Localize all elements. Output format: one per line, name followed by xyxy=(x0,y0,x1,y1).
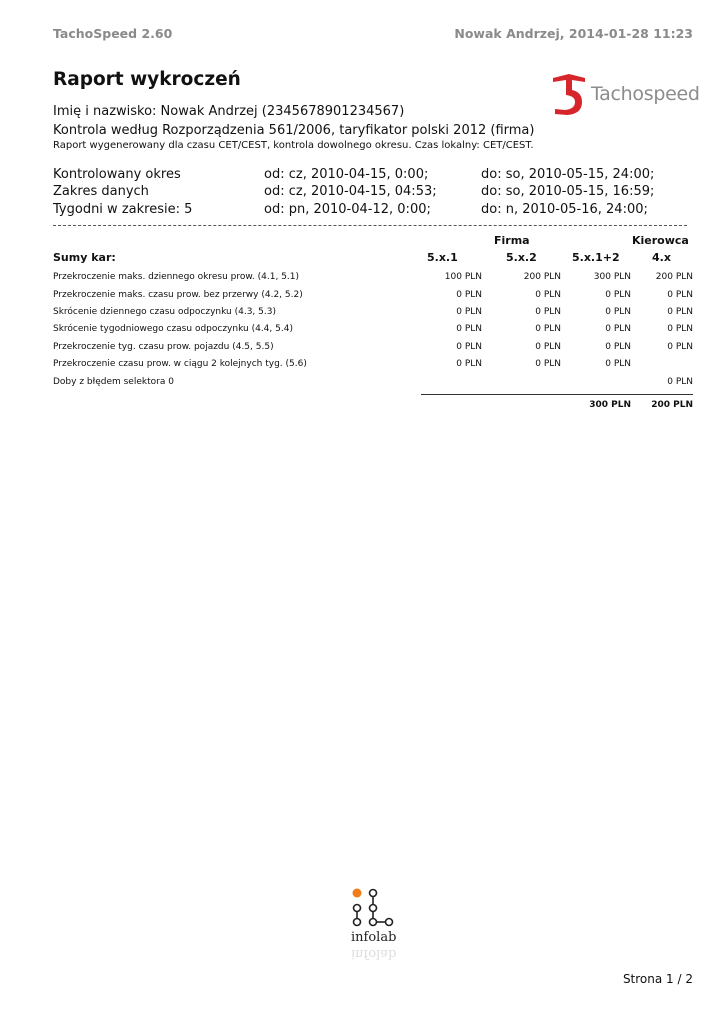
col-header: 5.x.2 xyxy=(506,251,537,264)
row-value: 0 PLN xyxy=(667,342,693,352)
col-header: 5.x.1+2 xyxy=(572,251,620,264)
dashed-divider xyxy=(53,225,687,226)
page-number: Strona 1 / 2 xyxy=(622,972,693,986)
row-value: 0 PLN xyxy=(605,290,631,300)
user-datetime: Nowak Andrzej, 2014-01-28 11:23 xyxy=(454,26,693,41)
sumy-kar-label: Sumy kar: xyxy=(53,251,116,264)
period-to: do: so, 2010-05-15, 16:59; xyxy=(481,184,655,199)
row-value: 100 PLN xyxy=(444,272,482,282)
row-value: 0 PLN xyxy=(456,359,482,369)
row-value: 200 PLN xyxy=(523,272,561,282)
row-value: 0 PLN xyxy=(667,290,693,300)
app-version: TachoSpeed 2.60 xyxy=(53,26,173,41)
period-label: Tygodni w zakresie: 5 xyxy=(53,202,193,217)
row-value: 0 PLN xyxy=(667,307,693,317)
row-value: 0 PLN xyxy=(535,342,561,352)
generation-info-line: Raport wygenerowany dla czasu CET/CEST, kontrola dowolnego okresu. Czas lokalny: CET/CEST. xyxy=(53,140,534,151)
period-label: Kontrolowany okres xyxy=(53,167,181,182)
row-value: 0 PLN xyxy=(456,307,482,317)
row-value: 0 PLN xyxy=(456,290,482,300)
total-firma: 300 PLN xyxy=(589,400,631,410)
period-label: Zakres danych xyxy=(53,184,149,199)
period-to: do: so, 2010-05-15, 24:00; xyxy=(481,167,655,182)
row-value: 0 PLN xyxy=(456,324,482,334)
row-value: 0 PLN xyxy=(605,359,631,369)
row-value: 0 PLN xyxy=(535,290,561,300)
row-value: 0 PLN xyxy=(605,342,631,352)
report-title: Raport wykroczeń xyxy=(53,69,241,90)
infolab-logo xyxy=(347,886,399,966)
group-header-firma: Firma xyxy=(494,234,530,247)
row-value: 0 PLN xyxy=(456,342,482,352)
infolab-reflection: infolab xyxy=(351,946,397,961)
col-header: 4.x xyxy=(652,251,671,264)
row-label: Przekroczenie maks. dziennego okresu prow. (4.1, 5.1) xyxy=(53,272,300,282)
row-value: 200 PLN xyxy=(655,272,693,282)
period-from: od: pn, 2010-04-12, 0:00; xyxy=(264,202,431,217)
col-header: 5.x.1 xyxy=(427,251,458,264)
row-value: 0 PLN xyxy=(535,359,561,369)
logo-text: Tachospeed xyxy=(591,83,700,105)
total-kierowca: 200 PLN xyxy=(651,400,693,410)
infolab-wordmark: infolab xyxy=(351,930,397,945)
tachospeed-logo-icon xyxy=(549,72,589,118)
period-to: do: n, 2010-05-16, 24:00; xyxy=(481,202,648,217)
period-from: od: cz, 2010-04-15, 04:53; xyxy=(264,184,437,199)
totals-rule xyxy=(421,394,693,395)
period-from: od: cz, 2010-04-15, 0:00; xyxy=(264,167,429,182)
row-value: 0 PLN xyxy=(605,324,631,334)
tachospeed-logo xyxy=(549,72,699,118)
row-value: 0 PLN xyxy=(667,324,693,334)
row-label: Przekroczenie czasu prow. w ciągu 2 kolejnych tyg. (5.6) xyxy=(53,359,307,369)
row-label: Skrócenie dziennego czasu odpoczynku (4.3, 5.3) xyxy=(53,307,276,317)
row-label: Przekroczenie tyg. czasu prow. pojazdu (4.5, 5.5) xyxy=(53,342,274,352)
control-regulation-line: Kontrola według Rozporządzenia 561/2006, taryfikator polski 2012 (firma) xyxy=(53,123,535,138)
row-label: Doby z błędem selektora 0 xyxy=(53,377,174,387)
row-label: Przekroczenie maks. czasu prow. bez przerwy (4.2, 5.2) xyxy=(53,290,303,300)
row-value: 300 PLN xyxy=(593,272,631,282)
driver-name-line: Imię i nazwisko: Nowak Andrzej (2345678901234567) xyxy=(53,104,405,119)
row-value: 0 PLN xyxy=(667,377,693,387)
row-value: 0 PLN xyxy=(535,324,561,334)
row-value: 0 PLN xyxy=(605,307,631,317)
row-label: Skrócenie tygodniowego czasu odpoczynku (4.4, 5.4) xyxy=(53,324,293,334)
row-value: 0 PLN xyxy=(535,307,561,317)
group-header-kierowca: Kierowca xyxy=(632,234,689,247)
